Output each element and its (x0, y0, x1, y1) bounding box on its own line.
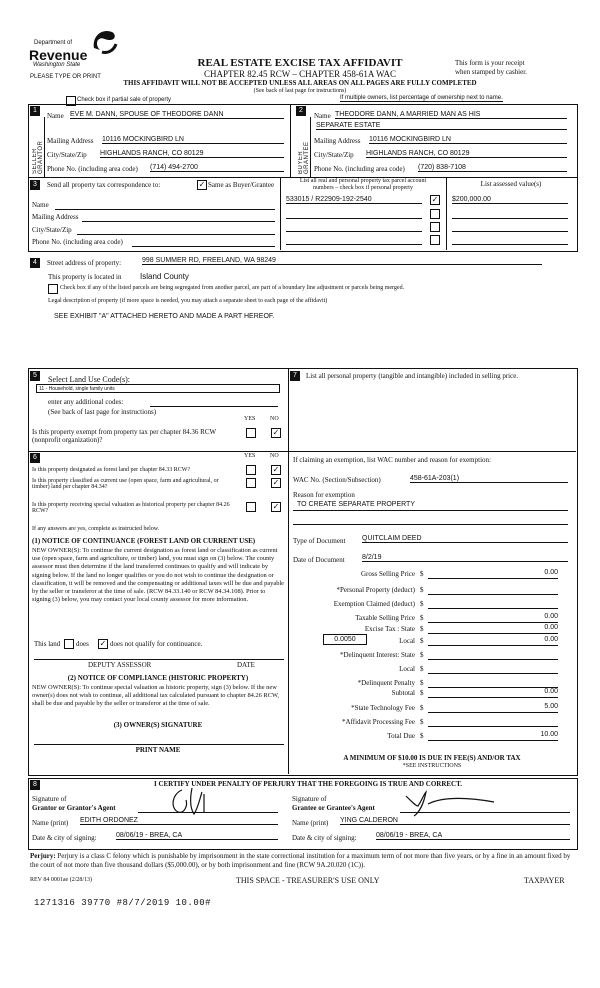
seller-city[interactable]: HIGHLANDS RANCH, CO 80129 (100, 150, 284, 158)
section-5-badge: 5 (30, 371, 40, 381)
fee-label: *Personal Property (deduct) (336, 586, 415, 594)
doc-date-label: Date of Document (293, 556, 345, 564)
section-1-badge: 1 (30, 106, 40, 116)
buyer-phone-label: Phone No. (including area code) (314, 165, 405, 173)
receipt-stamp: 1271316 39770 #8/7/2019 10.00# (34, 898, 212, 908)
form-warning: THIS AFFIDAVIT WILL NOT BE ACCEPTED UNLESS ALL AREAS ON ALL PAGES ARE FULLY COMPLETED (123, 79, 477, 87)
section-6-badge: 6 (30, 453, 40, 463)
wac-label: WAC No. (Section/Subsection) (293, 476, 381, 484)
seller-phone[interactable]: (714) 494-2700 (150, 164, 284, 172)
fee-currency: $ (420, 600, 424, 608)
parcel-3-checkbox[interactable] (430, 222, 440, 232)
fee-value[interactable]: 0.00 (428, 688, 558, 698)
parcel-2-checkbox[interactable] (430, 209, 440, 219)
doc-type[interactable]: QUITCLAIM DEED (362, 535, 568, 543)
rev-number: REV 84 0001ae (2/28/13) (30, 877, 93, 883)
buyer-city-label: City/State/Zip (314, 151, 354, 159)
does-not-label: does not qualify for continuance. (110, 640, 203, 648)
section-8-badge: 8 (30, 780, 40, 790)
additional-codes-label: enter any additional codes: (48, 398, 124, 406)
fee-currency: $ (420, 625, 424, 633)
sec3-mailing-label: Mailing Address (32, 213, 79, 221)
date-label: DATE (237, 661, 255, 669)
fee-currency: $ (420, 614, 424, 622)
sec5-no: NO (270, 416, 279, 422)
dor-swoosh-icon (90, 26, 118, 56)
multiple-owners-note: If multiple owners, list percentage of ownership next to name. (340, 95, 503, 101)
fee-currency: $ (420, 637, 424, 645)
current-use-question: Is this property classified as current use (open space, farm and agricultural, or timber) land per chapter 84.34? (32, 478, 219, 490)
dept-line1: Department of (34, 40, 73, 46)
parcel-4-checkbox[interactable] (430, 235, 440, 245)
grantor-date-label: Date & city of signing: (32, 834, 97, 842)
seller-city-label: City/State/Zip (47, 151, 87, 159)
form-title: REAL ESTATE EXCISE TAX AFFIDAVIT (197, 57, 403, 69)
exempt-question: Is this property exempt from property tax per chapter 84.36 RCW (nonprofit organization)? (32, 428, 216, 444)
grantee-name[interactable]: YING CALDERON (340, 817, 570, 825)
grantor-signature[interactable] (160, 784, 220, 820)
seller-mailing-label: Mailing Address (47, 137, 94, 145)
see-instructions: *SEE INSTRUCTIONS (402, 763, 462, 769)
please-type: PLEASE TYPE OR PRINT (30, 74, 101, 80)
sec3-city-label: City/State/Zip (32, 226, 72, 234)
fee-currency: $ (420, 732, 424, 740)
section-7-badge: 7 (290, 371, 300, 381)
land-use-value: 11 - Household, single family units (39, 386, 115, 392)
receipt-note-2: when stamped by cashier. (455, 68, 527, 76)
historic-no-checkbox[interactable]: ✓ (272, 502, 280, 511)
buyer-name-line2[interactable]: SEPARATE ESTATE (316, 122, 567, 130)
fee-label: *Affidavit Processing Fee (342, 718, 415, 726)
section-2-badge: 2 (296, 106, 306, 116)
grantee-date[interactable]: 08/06/19 - BREA, CA (376, 832, 570, 840)
dept-line2: Revenue (29, 47, 88, 63)
grantor-name[interactable]: EDITH ORDONEZ (80, 817, 278, 825)
this-land-label: This land (34, 640, 61, 648)
does-label: does (76, 640, 89, 648)
dept-line3: Washington State (33, 62, 81, 68)
street-address[interactable]: 998 SUMMER RD, FREELAND, WA 98249 (142, 257, 542, 265)
fee-label: Subtotal (391, 689, 415, 697)
reason-label: Reason for exemption (293, 491, 355, 499)
local-rate: 0.0050 (334, 636, 356, 643)
legal-label: Legal description of property (if more space is needed, you may attach a separate sheet to each page of the affidavit) (48, 298, 328, 304)
fee-value[interactable]: 10.00 (428, 731, 558, 741)
notice1-text: NEW OWNER(S): To continue the current designation as forest land or classification as current use (open space, farm and agriculture, or timber) land, you must sign on (3) below. The county assessor must then determine if the land transferred continues to qualify and will indicate by signing below. If the land no longer qualifies or you do not wish to continue the designation or classification, it will be removed and the compensating or additional taxes will be due and payable by the seller or transferor at the time of sale. (RCW 84.33.140 or RCW 84.34.108). Prior to signing (3) below, you may contact your local county assessor for more information. (32, 547, 284, 604)
grantee-date-label: Date & city of signing: (292, 834, 357, 842)
sec5-see-back: (See back of last page for instructions) (48, 408, 157, 416)
form-see-back: (See back of last page for instructions) (253, 88, 347, 94)
assessed-header: List assessed value(s) (480, 180, 542, 188)
fee-currency: $ (420, 651, 424, 659)
grantee-signature[interactable] (400, 786, 500, 818)
sec3-phone-label: Phone No. (including area code) (32, 238, 123, 246)
fee-label: *State Technology Fee (351, 704, 415, 712)
does-not-checkbox[interactable]: ✓ (99, 639, 107, 648)
wac-number[interactable]: 458-61A-203(1) (410, 475, 568, 483)
fee-value[interactable]: 5.00 (428, 703, 558, 713)
doc-type-label: Type of Document (293, 537, 346, 545)
fee-value[interactable]: 0.00 (428, 624, 558, 634)
current-use-yes-checkbox[interactable] (246, 478, 256, 488)
taxpayer-label: TAXPAYER (524, 876, 565, 885)
seller-mailing[interactable]: 10116 MOCKINGBIRD LN (102, 136, 284, 144)
tax-corr-label: Send all property tax correspondence to: (47, 181, 161, 189)
sec6-no: NO (270, 453, 279, 459)
minimum-note: A MINIMUM OF $10.00 IS DUE IN FEE(S) AND/OR TAX (343, 754, 521, 762)
buyer-side-label: BUYER GRANTEE (298, 141, 310, 174)
fee-value[interactable]: 0.00 (428, 569, 558, 579)
buyer-name-label: Name (314, 112, 331, 120)
receipt-note-1: This form is your receipt (455, 59, 525, 67)
sec6-yes: YES (244, 453, 256, 459)
segregated-label: Check box if any of the listed parcels are being segregated from another parcel, are part of a boundary line adjustment or parcels being merged. (60, 285, 405, 291)
legal-description[interactable]: SEE EXHIBIT "A" ATTACHED HERETO AND MADE A PART HEREOF. (54, 313, 275, 320)
doc-date[interactable]: 8/2/19 (362, 554, 568, 562)
local-rate-box[interactable] (323, 634, 367, 645)
fee-currency: $ (420, 665, 424, 673)
perjury-note (30, 852, 574, 870)
personal-property-label: List all personal property (tangible and intangible) included in selling price. (306, 372, 519, 380)
reason-value[interactable]: TO CREATE SEPARATE PROPERTY (297, 501, 415, 508)
fee-currency: $ (420, 718, 424, 726)
fee-value[interactable] (428, 650, 558, 660)
fee-label: Total Due (387, 732, 415, 740)
fee-label: Local (399, 637, 415, 645)
forest-yes-checkbox[interactable] (246, 465, 256, 475)
grantee-name-label: Name (print) (292, 819, 329, 827)
historic-question: Is this property receiving special valuation as historical property per chapter 84.26 RCW? (32, 502, 230, 514)
fee-value[interactable] (428, 664, 558, 674)
exempt-yes-checkbox[interactable] (246, 428, 256, 438)
parcel-1[interactable]: 533015 / R22909-192-2540 (286, 196, 422, 204)
deputy-assessor-label: DEPUTY ASSESSOR (88, 661, 152, 669)
exempt-no-checkbox[interactable]: ✓ (272, 428, 280, 437)
same-as-buyer-checkbox[interactable]: ✓ (198, 180, 206, 189)
section-4-badge: 4 (30, 258, 40, 268)
sec3-name-label: Name (32, 201, 49, 209)
fee-value[interactable] (428, 585, 558, 595)
grantor-sig-label-2: Grantor or Grantor's Agent (32, 804, 116, 812)
buyer-city[interactable]: HIGHLANDS RANCH, CO 80129 (366, 150, 567, 158)
grantee-sig-label-1: Signature of (292, 795, 327, 803)
does-checkbox[interactable] (64, 639, 74, 649)
fee-value[interactable] (428, 678, 558, 688)
fee-label: Excise Tax : State (364, 625, 415, 633)
perjury-text: Perjury is a class C felony which is punishable by imprisonment in the state correctional institution for a maximum term of not more than five years, or by a fine in an amount fixed by the court of not more than five thousand dollars ($5,000.00), or by both imprisonment and fine (RCW 9A.20.020 (1C)). (30, 852, 571, 869)
dor-logo (26, 26, 126, 70)
partial-sale-label: Check box if partial sale of property (77, 97, 172, 103)
buyer-phone[interactable]: (720) 838-7108 (418, 164, 567, 172)
seller-name[interactable]: EVE M. DANN, SPOUSE OF THEODORE DANN (70, 111, 284, 119)
assessed-1[interactable]: $200,000.00 (452, 196, 568, 204)
notice2-text: NEW OWNER(S): To continue special valuation as historic property, sign (3) below. If the new owner(s) does not wish to continue, all additional tax calculated pursuant to chapter 84.26 RCW, shall be due and payable by the seller or transferor at the time of sale. (32, 684, 279, 707)
fee-value[interactable]: 0.00 (428, 613, 558, 623)
same-as-buyer-label: Same as Buyer/Grantee (208, 181, 275, 189)
fee-label: *Delinquent Interest: State (339, 651, 415, 659)
parcel-1-checkbox[interactable]: ✓ (431, 195, 439, 204)
seller-side-label: SELLER GRANTOR (32, 140, 44, 174)
fee-value[interactable]: 0.00 (428, 636, 558, 646)
located-label: This property is located in (48, 273, 122, 281)
owner-signature-label: (3) OWNER(S) SIGNATURE (113, 721, 203, 729)
fee-currency: $ (420, 570, 424, 578)
grantor-date[interactable]: 08/06/19 - BREA, CA (116, 832, 278, 840)
historic-yes-checkbox[interactable] (246, 502, 256, 512)
buyer-mailing-label: Mailing Address (314, 137, 361, 145)
fee-label: Gross Selling Price (360, 570, 415, 578)
fee-label: *Delinquent Penalty (357, 679, 415, 687)
parcel-header-2: numbers – check box if personal property (313, 185, 413, 191)
fee-label: Exemption Claimed (deduct) (333, 600, 415, 608)
perjury-bold: Perjury: (30, 852, 56, 860)
forest-no-checkbox[interactable]: ✓ (272, 465, 280, 474)
street-label: Street address of property: (47, 259, 122, 267)
segregated-checkbox[interactable] (48, 284, 58, 294)
forest-question: Is this property designated as forest land per chapter 84.33 RCW? (32, 467, 191, 473)
fee-label: Local (399, 665, 415, 673)
current-use-no-checkbox[interactable]: ✓ (272, 478, 280, 487)
fee-label: Taxable Selling Price (355, 614, 415, 622)
print-name-label: PRINT NAME (135, 746, 181, 754)
fee-currency: $ (420, 679, 424, 687)
fee-currency: $ (420, 689, 424, 697)
fee-value[interactable] (428, 717, 558, 727)
seller-phone-label: Phone No. (including area code) (47, 165, 138, 173)
parcel-header-1: List all real and personal property tax parcel account (299, 178, 427, 184)
section-3-badge: 3 (30, 180, 40, 190)
fee-value[interactable] (428, 599, 558, 609)
sec5-yes: YES (244, 416, 256, 422)
notice1-title: (1) NOTICE OF CONTINUANCE (FOREST LAND OR CURRENT USE) (32, 537, 256, 545)
grantor-sig-label-1: Signature of (32, 795, 67, 803)
grantor-name-label: Name (print) (32, 819, 69, 827)
grantee-sig-label-2: Grantee or Grantee's Agent (292, 804, 375, 812)
form-chapter: CHAPTER 82.45 RCW – CHAPTER 458-61A WAC (204, 69, 396, 79)
exemption-claim-label: If claiming an exemption, list WAC number and reason for exemption: (293, 456, 491, 464)
seller-name-label: Name (47, 112, 64, 120)
land-use-label: Select Land Use Code(s): (48, 375, 130, 384)
certify-statement: I CERTIFY UNDER PENALTY OF PERJURY THAT THE FOREGOING IS TRUE AND CORRECT. (153, 780, 462, 788)
buyer-name-line1[interactable]: THEODORE DANN, A MARRIED MAN AS HIS (335, 111, 567, 119)
buyer-mailing[interactable]: 10116 MOCKINGBIRD LN (369, 136, 567, 144)
fee-currency: $ (420, 586, 424, 594)
county[interactable]: Island County (140, 272, 189, 281)
treasurer-use: THIS SPACE - TREASURER'S USE ONLY (236, 876, 380, 885)
fee-currency: $ (420, 704, 424, 712)
land-use-select[interactable] (36, 384, 280, 393)
if-yes-note: If any answers are yes, complete as instructed below. (32, 526, 160, 532)
notice2-title: (2) NOTICE OF COMPLIANCE (HISTORIC PROPERTY) (67, 674, 249, 682)
